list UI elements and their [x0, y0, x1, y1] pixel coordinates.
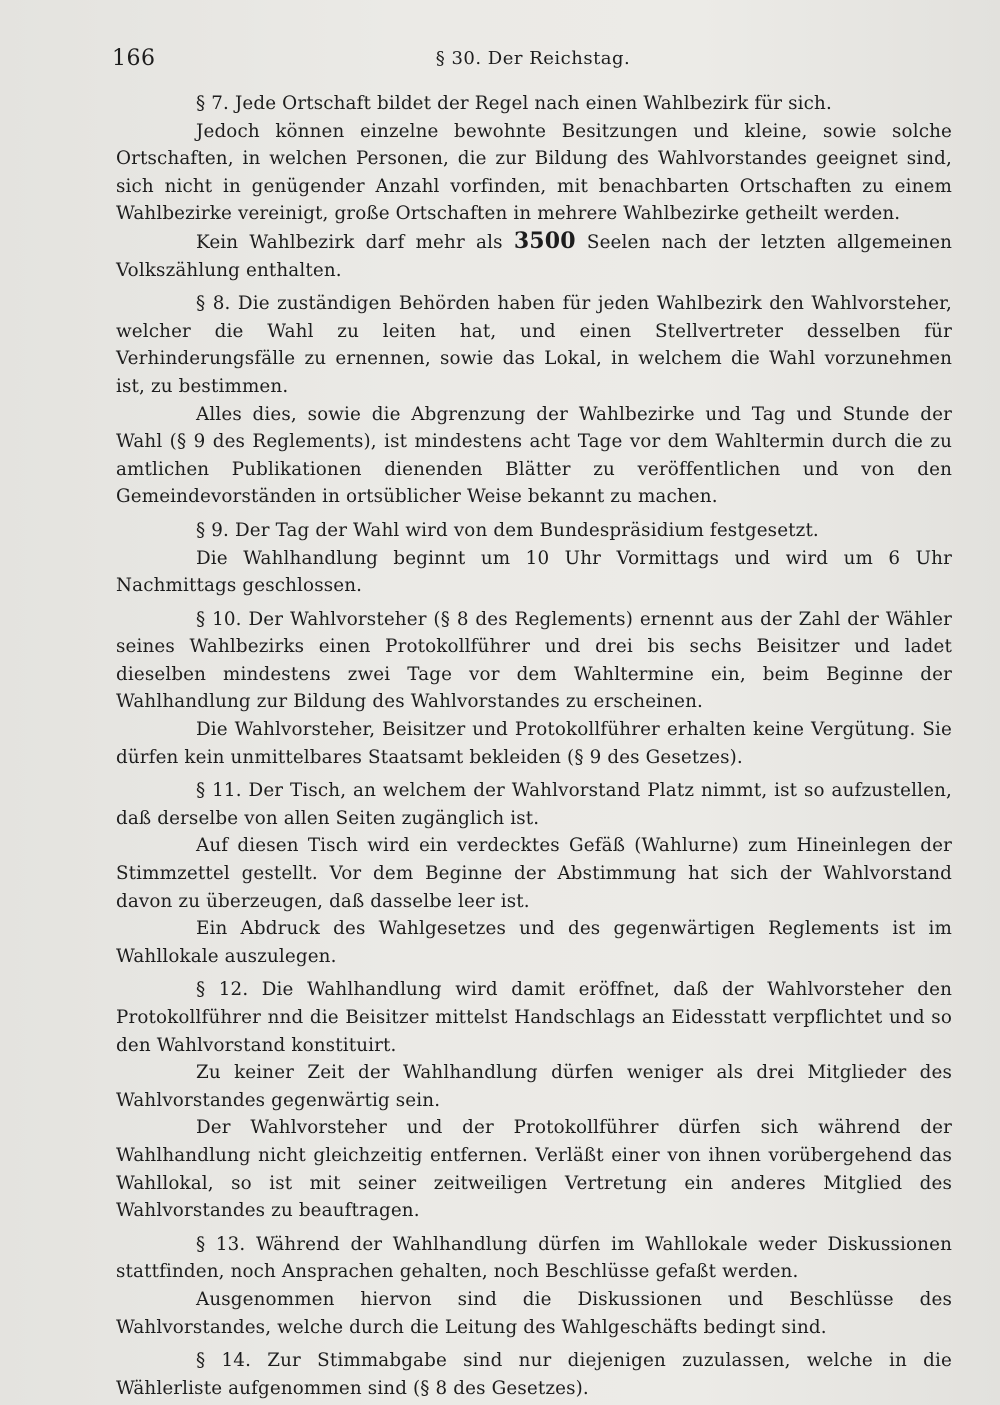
running-title: § 30. Der Reichstag.: [435, 48, 631, 69]
population-number: 3500: [513, 227, 576, 254]
paragraph: § 13. Während der Wahlhandlung dürfen im Wahllokale weder Diskussionen stattfinden, noch Ansprachen gehalten, noch Beschlüsse gefaßt werden.: [116, 1233, 952, 1283]
paragraph: Alles dies, sowie die Abgrenzung der Wahlbezirke und Tag und Stunde der Wahl (§ 9 des Reglements), ist mindestens acht Tage vor dem Wahltermin durch die zu amtlichen Publikationen dienenden Blätter zu veröffentlichen und von den Gemeindevorständen in ortsüblicher Weise bekannt zu machen.: [116, 403, 952, 508]
paragraph: Zu keiner Zeit der Wahlhandlung dürfen weniger als drei Mitglieder des Wahlvorstandes gegenwärtig sein.: [116, 1062, 952, 1111]
paragraph: § 10. Der Wahlvorsteher (§ 8 des Reglements) ernennt aus der Zahl der Wähler seines Wahlbezirks einen Protokollführer und drei bis sechs Beisitzer und ladet dieselben mindestens zwei Tage vor dem Wahltermine ein, beim Beginne der Wahlhandlung zur Bildung des Wahlvorstandes zu erscheinen.: [116, 608, 952, 713]
paragraph: Ausgenommen hiervon sind die Diskussionen und Beschlüsse des Wahlvorstandes, welche durch die Leitung des Wahlgeschäfts bedingt sind.: [116, 1288, 952, 1338]
paragraph: Jedoch können einzelne bewohnte Besitzungen und kleine, sowie solche Ortschaften, in welchen Personen, die zur Bildung des Wahlvorstandes geeignet sind, sich nicht in genügender Anzahl vorfinden, mit benachbarten Ortschaften zu einem Wahlbezirke vereinigt, große Ortschaften in mehrere Wahlbezirke getheilt werden.: [116, 120, 952, 225]
page-number: 166: [112, 46, 156, 71]
body-text: [116, 90, 952, 1402]
paragraph: § 14. Zur Stimmabgabe sind nur diejenigen zuzulassen, welche in die Wählerliste aufgenommen sind (§ 8 des Gesetzes).: [116, 1350, 952, 1399]
paragraph-text: Kein Wahlbezirk darf mehr als: [196, 231, 503, 253]
paragraph: § 11. Der Tisch, an welchem der Wahlvorstand Platz nimmt, ist so aufzustellen, daß derselbe von allen Seiten zugänglich ist.: [116, 780, 952, 829]
page-header: [112, 44, 954, 80]
paragraph: [116, 228, 952, 284]
paragraph: § 12. Die Wahlhandlung wird damit eröffnet, daß der Wahlvorsteher den Protokollführer nnd die Beisitzer mittelst Handschlags an Eidesstatt verpflichtet und so den Wahlvorstand konstituirt.: [116, 979, 952, 1056]
paragraph: Auf diesen Tisch wird ein verdecktes Gefäß (Wahlurne) zum Hineinlegen der Stimmzettel gestellt. Vor dem Beginne der Abstimmung hat sich der Wahlvorstand davon zu überzeugen, daß dasselbe leer ist.: [116, 835, 952, 912]
paragraph: § 7. Jede Ortschaft bildet der Regel nach einen Wahlbezirk für sich.: [196, 93, 832, 114]
paragraph: § 8. Die zuständigen Behörden haben für jeden Wahlbezirk den Wahlvorsteher, welcher die Wahl zu leiten hat, und einen Stellvertreter desselben für Verhinderungsfälle zu ernennen, sowie das Lokal, in welchem die Wahl vorzunehmen ist, zu bestimmen.: [116, 293, 952, 397]
paragraph: Die Wahlvorsteher, Beisitzer und Protokollführer erhalten keine Vergütung. Sie dürfen kein unmittelbares Staatsamt bekleiden (§ 9 des Gesetzes).: [116, 719, 952, 768]
paragraph: § 9. Der Tag der Wahl wird von dem Bundespräsidium festgesetzt.: [196, 519, 819, 541]
paragraph-text: Seelen nach der letzten allgemeinen Volkszählung enthalten.: [116, 231, 952, 281]
paragraph: Ein Abdruck des Wahlgesetzes und des gegenwärtigen Reglements ist im Wahllokale auszulegen.: [116, 918, 952, 967]
paragraph: Der Wahlvorsteher und der Protokollführer dürfen sich während der Wahlhandlung nicht gleichzeitig entfernen. Verläßt einer von ihnen vorübergehend das Wahllokal, so ist mit seiner zeitweiligen Vertretung ein anderes Mitglied des Wahlvorstandes zu beauftragen.: [116, 1117, 952, 1222]
paragraph: Die Wahlhandlung beginnt um 10 Uhr Vormittags und wird um 6 Uhr Nachmittags geschlossen.: [116, 547, 952, 597]
